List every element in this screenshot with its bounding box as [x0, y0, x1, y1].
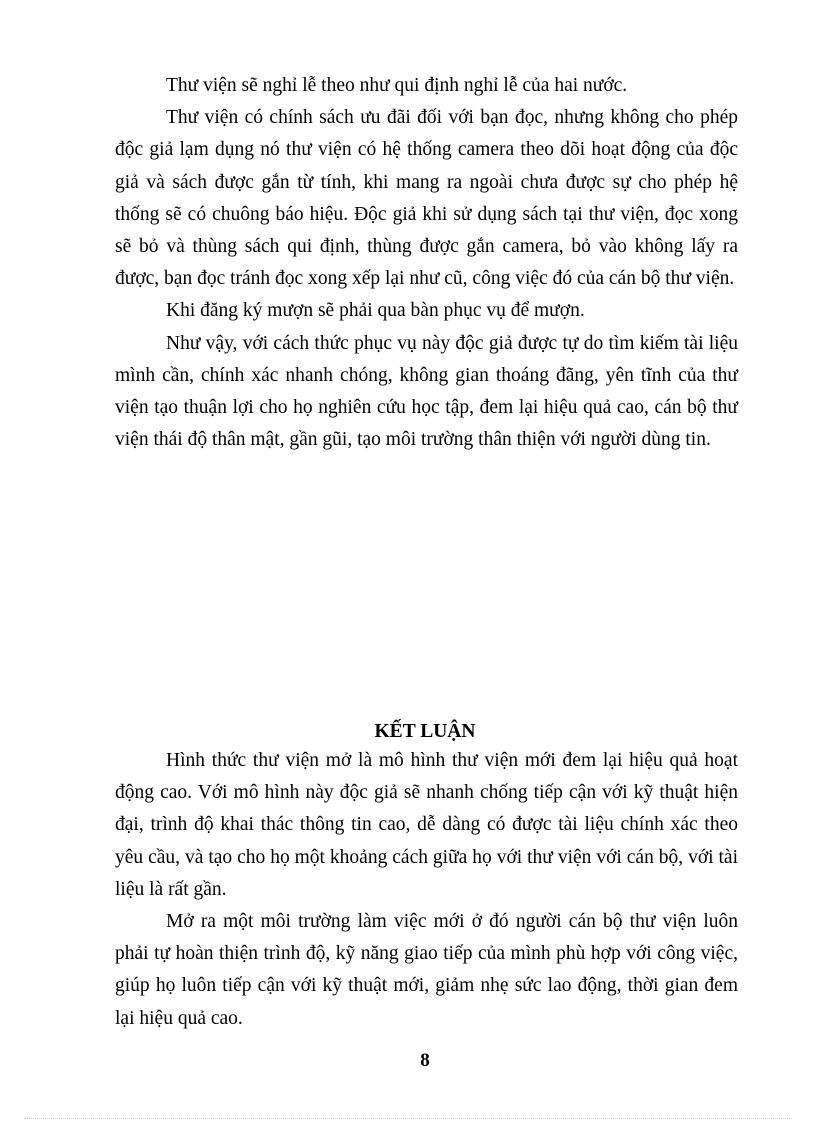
paragraph-policy: Thư viện có chính sách ưu đãi đối với bạn đọc, nhưng không cho phép độc giả lạm dụng nó thư viện có hệ thống camera theo dõi hoạt động của độc giả và sách được gắn từ tính, khi mang ra ngoài chưa được sự cho phép hệ thống sẽ có chuông báo hiệu. Độc giả khi sử dụng sách tại thư viện, đọc xong sẽ bỏ và thùng sách qui định, thùng được gắn camera, bỏ vào không lấy ra được, bạn đọc tránh đọc xong xếp lại như cũ, công việc đó của cán bộ thư viện. [115, 107, 738, 290]
conclusion-heading: KẾT LUẬN [374, 721, 476, 742]
paragraph-summary: Như vậy, với cách thức phục vụ này độc giả được tự do tìm kiếm tài liệu mình cần, chính xác nhanh chóng, không gian thoáng đãng, yên tĩnh của thư viện tạo thuận lợi cho họ nghiên cứu học tập, đem lại hiệu quả cao, cán bộ thư viện thái độ thân mật, gần gũi, tạo môi trường thân thiện với người dùng tin. [115, 332, 738, 451]
paragraph-borrowing: Khi đăng ký mượn sẽ phải qua bàn phục vụ để mượn. [166, 300, 585, 322]
conclusion-body [115, 745, 738, 1035]
section-one-body [115, 70, 738, 456]
paragraph-conclusion-environment: Mở ra một môi trường làm việc mới ở đó người cán bộ thư viện luôn phải tự hoàn thiện trình độ, kỹ năng giao tiếp của mình phù hợp với công việc, giúp họ luôn tiếp cận với kỹ thuật mới, giảm nhẹ sức lao động, thời gian đem lại hiệu quả cao. [115, 911, 738, 1029]
page-number: 8 [420, 1050, 430, 1071]
page-bottom-divider [24, 1118, 792, 1119]
paragraph-holiday: Thư viện sẽ nghỉ lễ theo như qui định nghỉ lễ của hai nước. [166, 75, 628, 96]
paragraph-conclusion-model: Hình thức thư viện mở là mô hình thư viện mới đem lại hiệu quả hoạt động cao. Với mô hình này độc giả sẽ nhanh chống tiếp cận với kỹ thuật hiện đại, trình độ khai thác thông tin cao, dễ dàng có được tài liệu chính xác theo yêu cầu, và tạo cho họ một khoảng cách giữa họ với thư viện với cán bộ, với tài liệu là rất gần. [115, 750, 738, 900]
